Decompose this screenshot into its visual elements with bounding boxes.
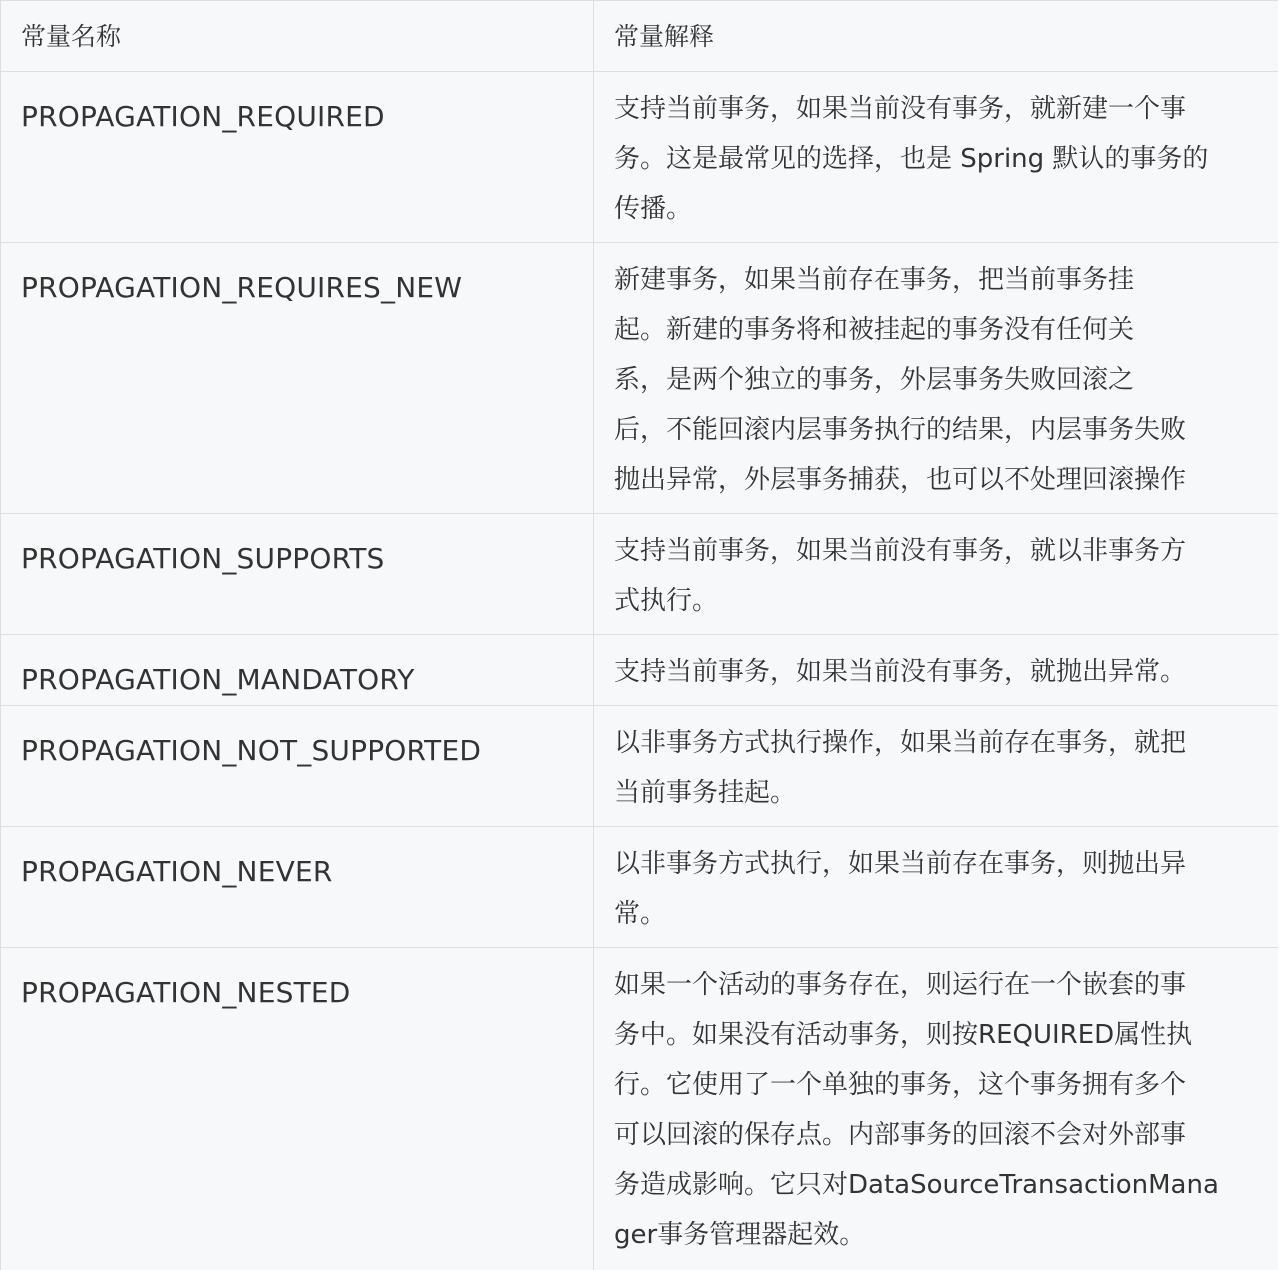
table-row — [1, 72, 1279, 243]
description-line: 抛出异常，外层事务捕获，也可以不处理回滚操作 — [614, 465, 1187, 495]
table-row — [1, 948, 1279, 1270]
constant-name: PROPAGATION_NOT_SUPPORTED — [1, 706, 594, 827]
description-line: 务中。如果没有活动事务，则按REQUIRED属性执 — [614, 1020, 1193, 1050]
constant-description — [594, 635, 1279, 706]
description-line: 系，是两个独立的事务，外层事务失败回滚之 — [614, 365, 1135, 395]
description-line: 可以回滚的保存点。内部事务的回滚不会对外部事 — [614, 1120, 1187, 1150]
description-line: ger事务管理器起效。 — [614, 1220, 866, 1250]
description-line: 起。新建的事务将和被挂起的事务没有任何关 — [614, 315, 1135, 345]
description-line: 传播。 — [614, 194, 693, 224]
table-header-row — [1, 1, 1279, 72]
description-line: 务造成影响。它只对DataSourceTransactionMana — [614, 1170, 1219, 1200]
constant-name: PROPAGATION_NEVER — [1, 827, 594, 948]
table-row — [1, 635, 1279, 706]
constant-description — [594, 706, 1279, 827]
description-line: 当前事务挂起。 — [614, 778, 797, 808]
constant-name: PROPAGATION_NESTED — [1, 948, 594, 1270]
description-line: 支持当前事务，如果当前没有事务，就抛出异常。 — [614, 657, 1187, 687]
constant-name: PROPAGATION_MANDATORY — [1, 635, 594, 706]
description-line: 后，不能回滚内层事务执行的结果，内层事务失败 — [614, 415, 1187, 445]
constant-description — [594, 72, 1279, 243]
constant-description — [594, 514, 1279, 635]
constant-description — [594, 243, 1279, 514]
constant-description — [594, 827, 1279, 948]
constant-name: PROPAGATION_REQUIRED — [1, 72, 594, 243]
description-line: 务。这是最常见的选择，也是 Spring 默认的事务的 — [614, 144, 1209, 174]
description-line: 支持当前事务，如果当前没有事务，就新建一个事 — [614, 94, 1187, 124]
header-constant-description: 常量解释 — [594, 1, 1279, 72]
constant-description — [594, 948, 1279, 1270]
table-row — [1, 827, 1279, 948]
header-constant-name: 常量名称 — [1, 1, 594, 72]
constant-name: PROPAGATION_REQUIRES_NEW — [1, 243, 594, 514]
description-line: 常。 — [614, 899, 667, 929]
table-row — [1, 243, 1279, 514]
description-line: 式执行。 — [614, 586, 719, 616]
description-line: 新建事务，如果当前存在事务，把当前事务挂 — [614, 265, 1135, 295]
description-line: 支持当前事务，如果当前没有事务，就以非事务方 — [614, 536, 1187, 566]
table-row — [1, 706, 1279, 827]
description-line: 以非事务方式执行，如果当前存在事务，则抛出异 — [614, 849, 1187, 879]
description-line: 如果一个活动的事务存在，则运行在一个嵌套的事 — [614, 970, 1187, 1000]
description-line: 以非事务方式执行操作，如果当前存在事务，就把 — [614, 728, 1187, 758]
constant-name: PROPAGATION_SUPPORTS — [1, 514, 594, 635]
description-line: 行。它使用了一个单独的事务，这个事务拥有多个 — [614, 1070, 1187, 1100]
table-row — [1, 514, 1279, 635]
